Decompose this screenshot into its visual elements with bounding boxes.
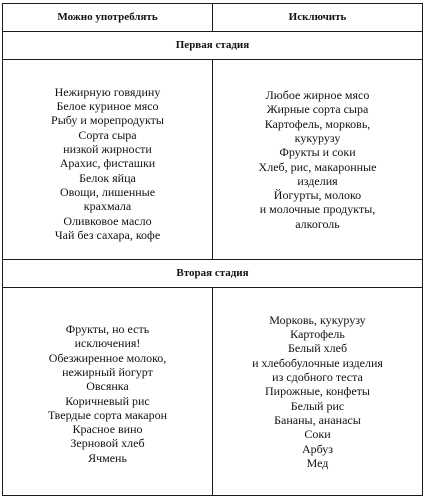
list-item: Йогурты, молоко (273, 188, 362, 203)
list-item: Белок яйца (79, 170, 136, 185)
list-item: низкой жирности (63, 142, 152, 157)
list-item: Жирные сорта сыра (266, 102, 369, 117)
list-item: Пирожные, конфеты (265, 384, 370, 399)
list-item: крахмала (83, 199, 132, 214)
stage-title-1: Первая стадия (3, 32, 423, 60)
stage-2-allowed-list (3, 288, 213, 496)
list-item: кукурузу (294, 130, 341, 145)
header-allowed: Можно употреблять (3, 4, 213, 32)
stage-1-allowed-list (3, 60, 213, 260)
list-item: Красное вино (72, 422, 143, 437)
list-item: нежирный йогурт (62, 364, 153, 379)
list-item: Овощи, лишенные (59, 184, 156, 199)
list-item: Соки (304, 427, 331, 442)
list-item: Твердые сорта макарон (47, 407, 168, 422)
list-item: Картофель, морковь, (264, 116, 371, 131)
stage-content-row-1 (3, 60, 423, 260)
stage-2-excluded-list (213, 288, 423, 496)
list-item: Фрукты, но есть (65, 322, 150, 337)
list-item: Ячмень (88, 450, 127, 465)
diet-table (2, 3, 423, 496)
list-item: Коричневый рис (65, 393, 150, 408)
list-item: Картофель (290, 327, 345, 342)
list-item: Белое куриное мясо (56, 99, 159, 114)
stage-title-2: Вторая стадия (3, 260, 423, 288)
list-item: Мед (306, 455, 329, 470)
list-item: из сдобного теста (272, 370, 363, 385)
list-item: исключения! (74, 336, 141, 351)
list-item: и молочные продукты, (259, 202, 376, 217)
stage-1-excluded-list (213, 60, 423, 260)
list-item: Бананы, ананасы (274, 412, 361, 427)
list-item: Зерновой хлеб (70, 436, 145, 451)
list-item: Овсянка (86, 379, 129, 394)
list-item: алкоголь (295, 216, 340, 231)
stage-row-2 (3, 260, 423, 288)
list-item: Обезжиренное молоко, (48, 350, 167, 365)
list-item: Арбуз (301, 441, 334, 456)
list-item: Морковь, кукурузу (269, 312, 366, 327)
list-item: Любое жирное мясо (265, 88, 370, 103)
table-header-row (3, 4, 423, 32)
list-item: и хлебобулочные изделия (252, 355, 383, 370)
stage-row-1 (3, 32, 423, 60)
list-item: Сорта сыра (78, 127, 137, 142)
list-item: Рыбу и морепродукты (51, 113, 164, 128)
list-item: Оливковое масло (63, 213, 152, 228)
stage-content-row-2 (3, 288, 423, 496)
list-item: Белый рис (290, 398, 345, 413)
list-item: Белый хлеб (287, 341, 348, 356)
header-excluded: Исключить (213, 4, 423, 32)
list-item: Фрукты и соки (279, 145, 356, 160)
list-item: Нежирную говядину (54, 84, 161, 99)
list-item: изделия (297, 173, 338, 188)
list-item: Хлеб, рис, макаронные (258, 159, 377, 174)
list-item: Чай без сахара, кофе (54, 227, 161, 242)
list-item: Арахис, фисташки (59, 156, 156, 171)
